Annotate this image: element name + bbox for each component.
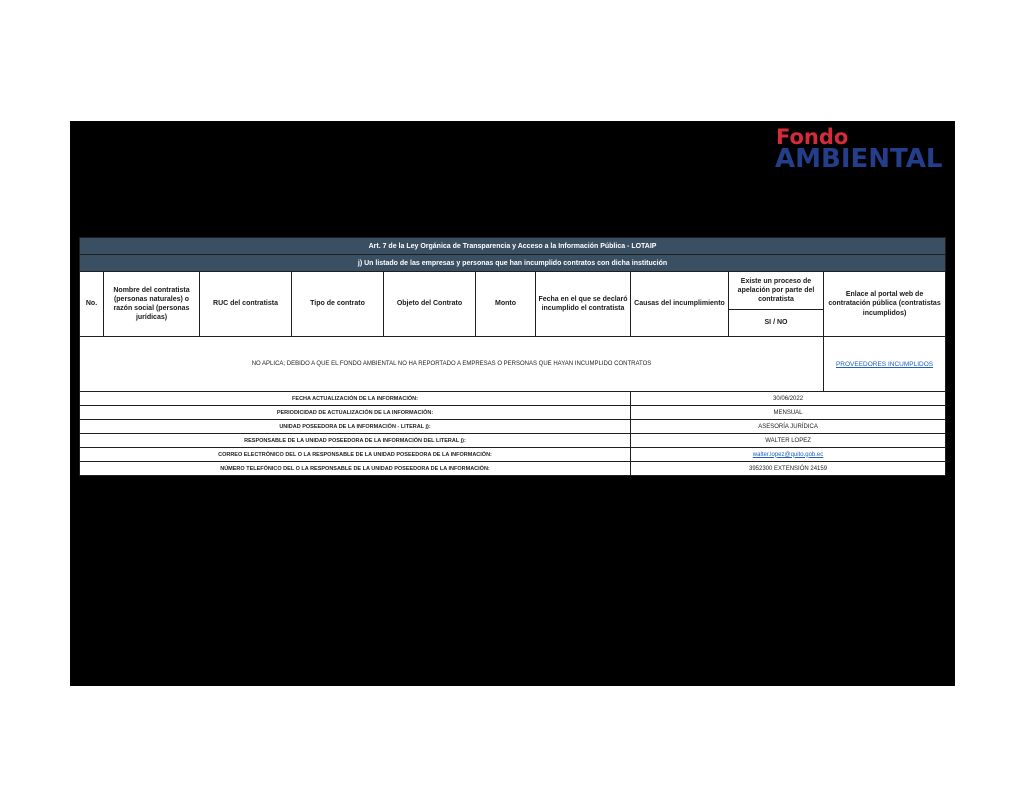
info-value: WALTER LOPEZ: [631, 434, 946, 448]
no-aplica-note: NO APLICA; DEBIDO A QUE EL FONDO AMBIENTAL NO HA REPORTADO A EMPRESAS O PERSONAS QUE HAYAN INCUMPLIDO CONTRATOS: [80, 337, 824, 392]
header-fecha: Fecha en el que se declaró incumplido el contratista: [536, 272, 631, 337]
info-label: RESPONSABLE DE LA UNIDAD POSEEDORA DE LA INFORMACIÓN DEL LITERAL j):: [80, 434, 631, 448]
header-causas: Causas del incumplimiento: [631, 272, 729, 337]
info-value: MENSUAL: [631, 406, 946, 420]
info-label: FECHA ACTUALIZACIÓN DE LA INFORMACIÓN:: [80, 392, 631, 406]
info-value: ASESORÍA JURÍDICA: [631, 420, 946, 434]
info-label: CORREO ELECTRÓNICO DEL O LA RESPONSABLE DE LA UNIDAD POSEEDORA DE LA INFORMACIÓN:: [80, 448, 631, 462]
fondo-ambiental-logo: [775, 127, 947, 172]
logo-line-2: AMBIENTAL: [775, 144, 943, 174]
header-objeto: Objeto del Contrato: [384, 272, 476, 337]
header-enlace: Enlace al portal web de contratación pública (contratistas incumplidos): [824, 272, 946, 337]
info-label: UNIDAD POSEEDORA DE LA INFORMACIÓN - LITERAL j):: [80, 420, 631, 434]
info-value: 3952300 EXTENSIÓN 24159: [631, 462, 946, 476]
email-link[interactable]: walter.lopez@quito.gob.ec: [752, 451, 824, 458]
table-title: Art. 7 de la Ley Orgánica de Transparencia y Acceso a la Información Pública - LOTAIP: [80, 238, 946, 255]
lotaip-table: [79, 237, 946, 476]
link-cell: [824, 337, 946, 392]
info-label: NÚMERO TELEFÓNICO DEL O LA RESPONSABLE DE LA UNIDAD POSEEDORA DE LA INFORMACIÓN:: [80, 462, 631, 476]
info-label: PERIODICIDAD DE ACTUALIZACIÓN DE LA INFORMACIÓN:: [80, 406, 631, 420]
info-value: 30/06/2022: [631, 392, 946, 406]
header-apelacion-sub: SI / NO: [729, 310, 824, 337]
header-ruc: RUC del contratista: [200, 272, 292, 337]
table-subtitle: j) Un listado de las empresas y personas que han incumplido contratos con dicha institución: [80, 255, 946, 272]
header-tipo: Tipo de contrato: [292, 272, 384, 337]
logo-line-1: Fondo: [776, 125, 849, 149]
header-apelacion: Existe un proceso de apelación por parte del contratista: [729, 272, 824, 310]
header-nombre: Nombre del contratista (personas naturales) o razón social (personas jurídicas): [104, 272, 200, 337]
proveedores-incumplidos-link[interactable]: PROVEEDORES INCUMPLIDOS: [835, 360, 934, 368]
info-value-cell: [631, 448, 946, 462]
header-no: No.: [80, 272, 104, 337]
header-monto: Monto: [476, 272, 536, 337]
document-sheet: [70, 121, 955, 686]
